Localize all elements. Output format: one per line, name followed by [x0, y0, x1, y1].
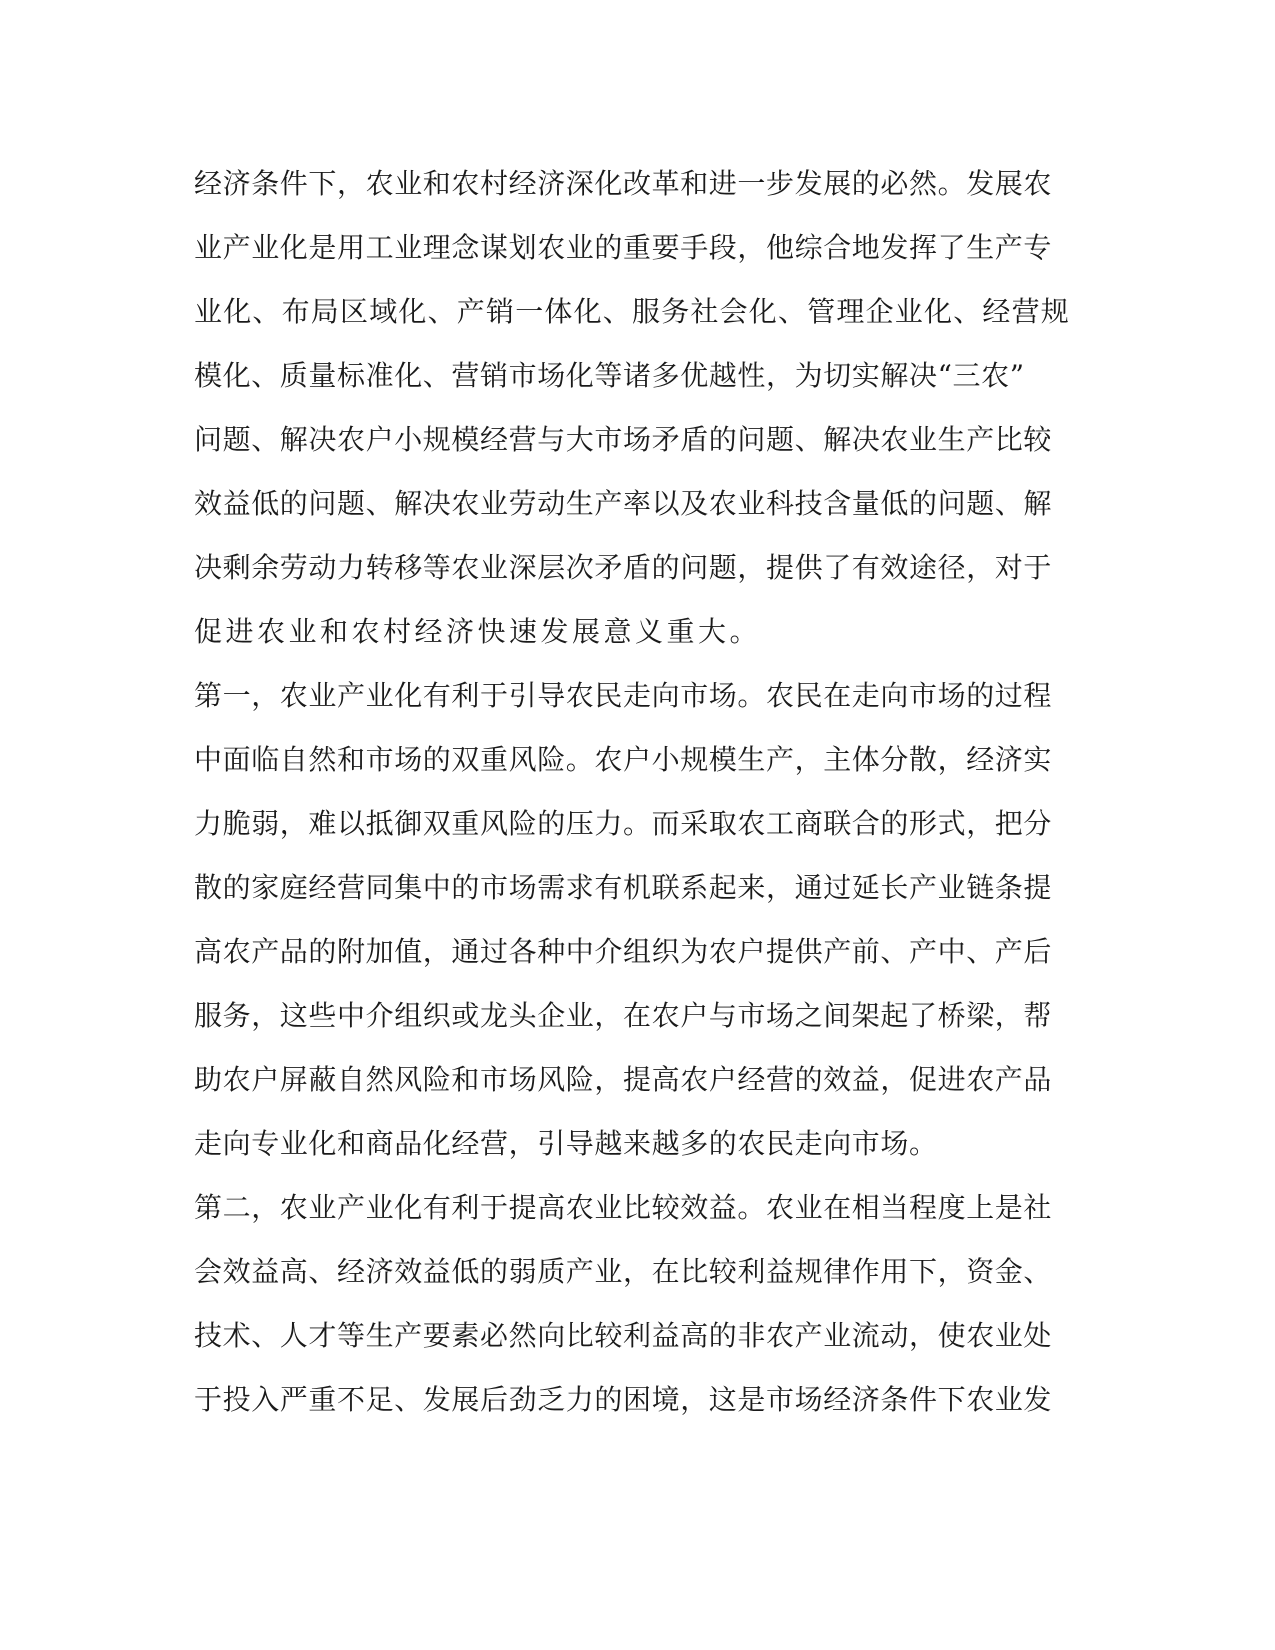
text-line: 经济条件下，农业和农村经济深化改革和进一步发展的必然。发展农: [194, 167, 1053, 200]
text-line: 第二，农业产业化有利于提高农业比较效益。农业在相当程度上是社: [194, 1191, 1053, 1224]
text-line: 会效益高、经济效益低的弱质产业，在比较利益规律作用下，资金、: [194, 1255, 1053, 1288]
text-line: 第一，农业产业化有利于引导农民走向市场。农民在走向市场的过程: [194, 679, 1053, 712]
text-line: 效益低的问题、解决农业劳动生产率以及农业科技含量低的问题、解: [194, 487, 1053, 520]
text-line: 高农产品的附加值，通过各种中介组织为农户提供产前、产中、产后: [194, 935, 1053, 968]
text-line: 决剩余劳动力转移等农业深层次矛盾的问题，提供了有效途径，对于: [194, 551, 1053, 584]
body-text: [194, 152, 1094, 1432]
text-line: 散的家庭经营同集中的市场需求有机联系起来，通过延长产业链条提: [194, 871, 1053, 904]
text-line: 于投入严重不足、发展后劲乏力的困境，这是市场经济条件下农业发: [194, 1383, 1053, 1416]
text-line: 中面临自然和市场的双重风险。农户小规模生产，主体分散，经济实: [194, 743, 1053, 776]
text-line: 问题、解决农户小规模经营与大市场矛盾的问题、解决农业生产比较: [194, 423, 1053, 456]
text-line: 业产业化是用工业理念谋划农业的重要手段，他综合地发挥了生产专: [194, 231, 1053, 264]
text-line: 技术、人才等生产要素必然向比较利益高的非农产业流动，使农业处: [194, 1319, 1053, 1352]
text-line: 力脆弱，难以抵御双重风险的压力。而采取农工商联合的形式，把分: [194, 807, 1053, 840]
text-line: 促进农业和农村经济快速发展意义重大。: [194, 615, 762, 648]
text-line: 模化、质量标准化、营销市场化等诸多优越性，为切实解决“三农”: [194, 359, 1025, 392]
text-line: 助农户屏蔽自然风险和市场风险，提高农户经营的效益，促进农产品: [194, 1063, 1053, 1096]
text-line: 服务，这些中介组织或龙头企业，在农户与市场之间架起了桥梁，帮: [194, 999, 1053, 1032]
text-line: 走向专业化和商品化经营，引导越来越多的农民走向市场。: [194, 1127, 938, 1160]
text-line: 业化、布局区域化、产销一体化、服务社会化、管理企业化、经营规: [194, 295, 1071, 328]
